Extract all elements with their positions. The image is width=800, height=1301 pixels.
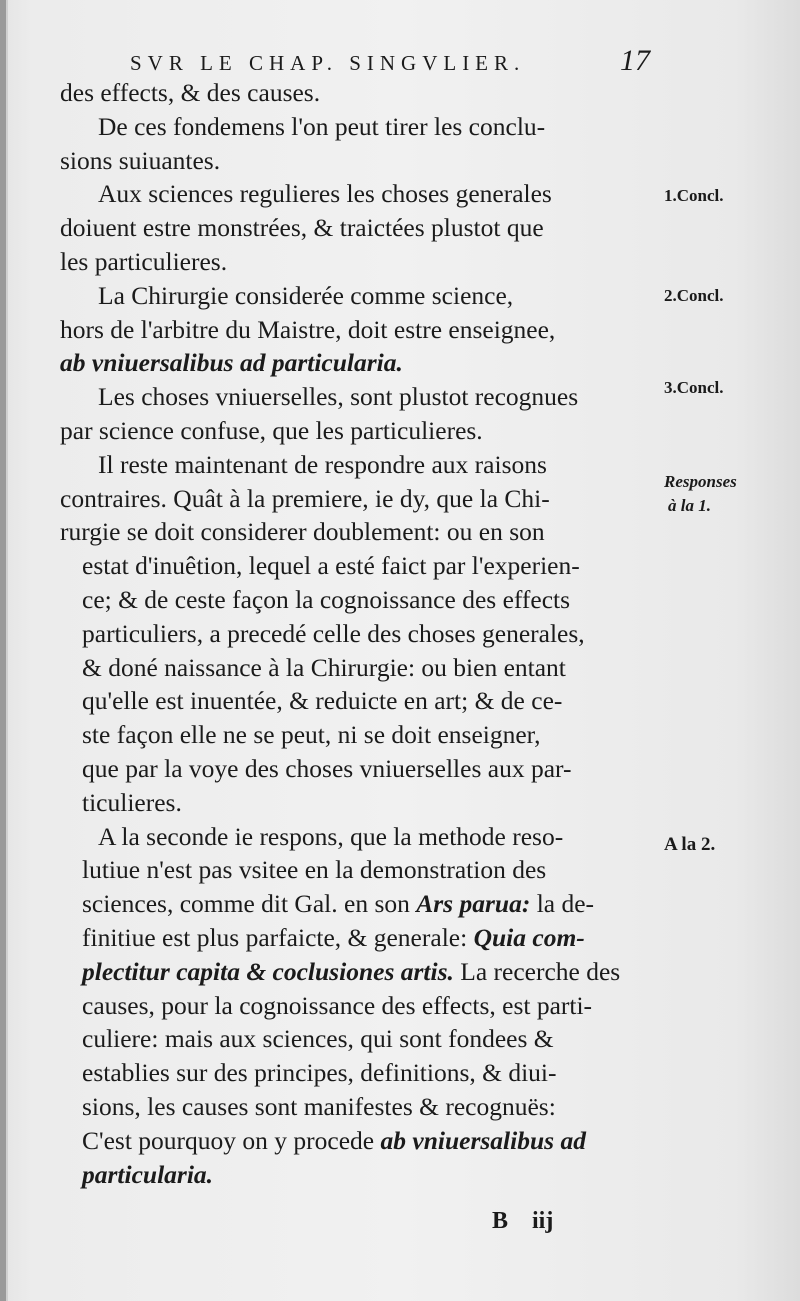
- text-segment: La recerche des: [453, 956, 621, 986]
- margin-note-a-la-2: A la 2.: [664, 834, 716, 855]
- text-line: [60, 617, 650, 651]
- text-line: [60, 853, 650, 887]
- italic-text-segment: ab vniuersalibus ad: [380, 1125, 586, 1155]
- text-segment: Les choses vniuerselles, sont plustot recognues: [98, 382, 579, 412]
- margin-note-concl-3: 3.Concl.: [664, 378, 724, 397]
- text-line: [60, 1022, 650, 1056]
- text-segment: doiuent estre monstrées, & traictées plustot que: [60, 213, 544, 243]
- text-line: [60, 211, 650, 245]
- text-line: [60, 110, 650, 144]
- text-line: [60, 887, 650, 921]
- text-segment: C'est pourquoy on y procede: [82, 1125, 381, 1155]
- italic-text-segment: Ars parua:: [416, 889, 531, 919]
- text-segment: establies sur des principes, definitions, & diui-: [82, 1058, 557, 1088]
- text-line: [60, 1158, 650, 1192]
- running-head-title: SVR LE CHAP. SINGVLIER.: [130, 51, 526, 75]
- margin-note-responses: Responses: [664, 472, 737, 491]
- text-segment: que par la voye des choses vniuerselles aux par-: [82, 753, 572, 783]
- text-line: [60, 313, 650, 347]
- text-line: [60, 1090, 650, 1124]
- text-line: [60, 820, 650, 854]
- text-line: [60, 549, 650, 583]
- text-segment: & doné naissance à la Chirurgie: ou bien entant: [82, 652, 566, 682]
- italic-text-segment: ab vniuersalibus ad particularia.: [60, 348, 403, 378]
- text-line: [60, 752, 650, 786]
- text-segment: estat d'inuêtion, lequel a esté faict par l'experien-: [82, 551, 580, 581]
- text-line: [60, 989, 650, 1023]
- text-line: [60, 718, 650, 752]
- text-segment: des effects, & des causes.: [60, 78, 321, 107]
- text-segment: particuliers, a precedé celle des choses generales,: [82, 618, 585, 648]
- text-line: [60, 921, 650, 955]
- text-segment: culiere: mais aux sciences, qui sont fondees &: [82, 1024, 554, 1054]
- text-line: [60, 651, 650, 685]
- text-segment: rurgie se doit considerer doublement: ou en son: [60, 517, 545, 547]
- text-segment: ticulieres.: [82, 787, 182, 817]
- text-line: [60, 786, 650, 820]
- text-segment: par science confuse, que les particulieres.: [60, 415, 483, 445]
- text-segment: Aux sciences regulieres les choses generales: [98, 179, 552, 209]
- text-line: [60, 684, 650, 718]
- text-segment: sciences, comme dit Gal. en son: [82, 889, 417, 919]
- text-segment: la de-: [530, 889, 595, 919]
- text-segment: ce; & de ceste façon la cognoissance des effects: [82, 584, 571, 614]
- italic-text-segment: plectitur capita & coclusiones artis.: [82, 956, 454, 986]
- text-line: [60, 177, 650, 211]
- text-line: [60, 76, 650, 110]
- text-segment: La Chirurgie considerée comme science,: [98, 280, 514, 310]
- text-segment: hors de l'arbitre du Maistre, doit estre enseignee,: [60, 314, 556, 344]
- margin-note-concl-2: 2.Concl.: [664, 286, 724, 305]
- running-head: [130, 44, 650, 78]
- text-line: [60, 583, 650, 617]
- text-segment: De ces fondemens l'on peut tirer les conclu-: [98, 111, 546, 141]
- text-line: [60, 279, 650, 313]
- text-segment: Il reste maintenant de respondre aux raisons: [98, 449, 547, 479]
- text-line: [60, 1124, 650, 1158]
- text-line: [60, 346, 650, 380]
- text-line: [60, 414, 650, 448]
- text-line: [60, 515, 650, 549]
- text-segment: les particulieres.: [60, 246, 228, 276]
- italic-text-segment: Quia com-: [473, 922, 585, 952]
- page-number: 17: [620, 44, 650, 77]
- text-line: [60, 245, 650, 279]
- margin-note-concl-1: 1.Concl.: [664, 186, 724, 205]
- text-segment: qu'elle est inuentée, & reduicte en art; & de ce-: [82, 686, 563, 716]
- text-segment: sions suiuantes.: [60, 145, 221, 175]
- italic-text-segment: particularia.: [82, 1159, 214, 1189]
- text-line: [60, 1056, 650, 1090]
- text-line: [60, 482, 650, 516]
- text-line: [60, 380, 650, 414]
- text-segment: lutiue n'est pas vsitee en la demonstration des: [82, 855, 547, 885]
- margin-note-a-la-1: à la 1.: [668, 496, 711, 515]
- text-segment: ste façon elle ne se peut, ni se doit enseigner,: [82, 720, 541, 750]
- text-segment: contraires. Quât à la premiere, ie dy, que la Chi-: [60, 483, 550, 513]
- text-segment: sions, les causes sont manifestes & recognuës:: [82, 1091, 556, 1121]
- body-text: [60, 76, 650, 1191]
- text-line: [60, 955, 650, 989]
- text-segment: finitiue est plus parfaicte, & generale:: [82, 922, 474, 952]
- signature-mark: B iij: [492, 1208, 554, 1234]
- text-segment: A la seconde ie respons, que la methode reso-: [98, 821, 564, 851]
- text-segment: causes, pour la cognoissance des effects, est parti-: [82, 990, 593, 1020]
- text-line: [60, 144, 650, 178]
- text-line: [60, 448, 650, 482]
